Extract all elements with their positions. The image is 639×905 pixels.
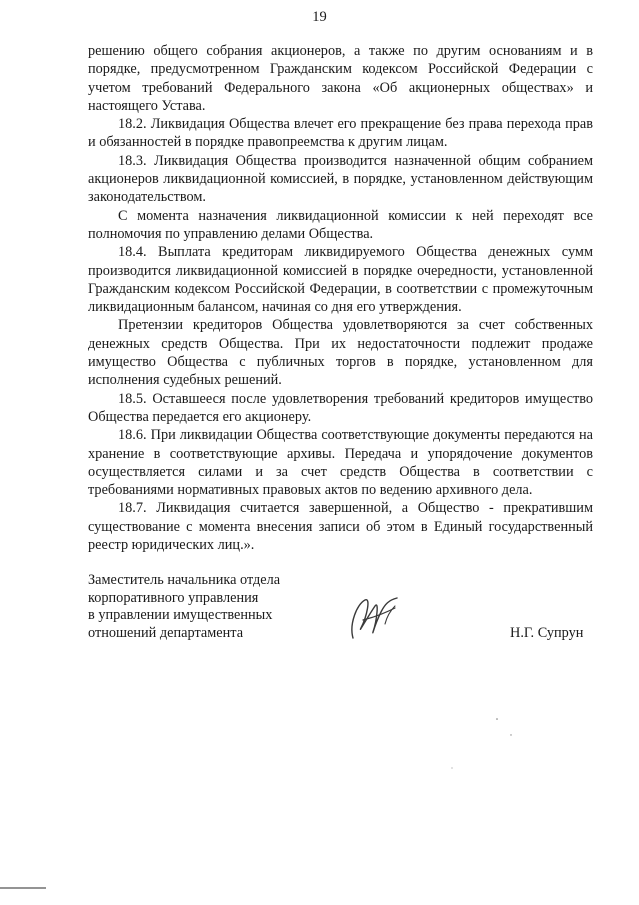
signatory-position-line: отношений департамента — [88, 624, 244, 641]
signatory-name: Н.Г. Супрун — [510, 625, 584, 641]
paragraph-18-6: 18.6. При ликвидации Общества соответствующие документы передаются на хранение в соответствующие архивы. Передача и упорядочение документов осуществляется силами и за счет средств Общества в соответствии с требованиями нормативных правовых актов по ведению архивного дела. — [88, 427, 593, 499]
paragraph-18-5: 18.5. Оставшееся после удовлетворения требований кредиторов имущество Общества передается его акционеру. — [88, 390, 593, 425]
paragraph-continuation: решению общего собрания акционеров, а также по другим основаниям и в порядке, предусмотренном Гражданским кодексом Российской Федерации с учетом требований Федерального закона «Об акционерных обществах» и настоящего Устава. — [88, 43, 593, 114]
paragraph-18-2: 18.2. Ликвидация Общества влечет его прекращение без права перехода прав и обязанностей в порядке правопреемства к другим лицам. — [88, 116, 593, 151]
paragraph-18-3: 18.3. Ликвидация Общества производится назначенной общим собранием акционеров ликвидационной комиссией, в порядке, установленном действующим законодательством. — [88, 152, 593, 206]
signatory-position-line: в управлении имущественных — [88, 607, 273, 624]
page-number: 19 — [312, 9, 327, 25]
paragraph-creditor-claims: Претензии кредиторов Общества удовлетворяются за счет собственных денежных средств Общества. При их недостаточности подлежит продаже имущество Общества с публичных торгов в порядке, установленном для исполнения судебных решений. — [88, 317, 593, 389]
paragraph-18-4: 18.4. Выплата кредиторам ликвидируемого Общества денежных сумм производится ликвидационной комиссией в порядке очередности, установленной Гражданским кодексом Российской Федерации, в соответствии с промежуточным ликвидационным балансом, начиная со дня его утверждения. — [88, 244, 593, 316]
signatory-position-line: корпоративного управления — [88, 589, 259, 606]
signatory-position-line: Заместитель начальника отдела — [88, 572, 281, 588]
paragraph-18-7: 18.7. Ликвидация считается завершенной, а Общество - прекратившим существование с момента внесения записи об этом в Единый государственный реестр юридических лиц.». — [88, 500, 593, 554]
paragraph-commission-powers: С момента назначения ликвидационной комиссии к ней переходят все полномочия по управлению делами Общества. — [88, 207, 593, 242]
signatory-position — [88, 572, 280, 642]
document-body — [88, 42, 593, 554]
handwritten-signature — [345, 594, 405, 644]
